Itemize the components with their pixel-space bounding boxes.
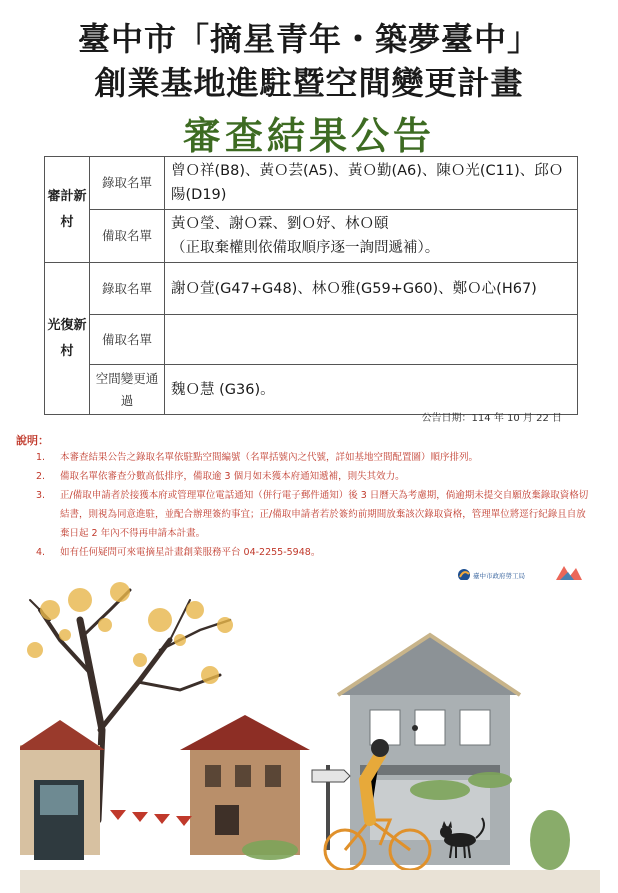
row-label: 錄取名單 — [90, 263, 165, 315]
table-row — [45, 157, 578, 210]
title-line-2: 創業基地進駐暨空間變更計畫 — [94, 64, 524, 102]
list-item — [36, 467, 592, 486]
row-value: 曾Ｏ祥(B8)、黃Ｏ芸(A5)、黃Ｏ勤(A6)、陳Ｏ光(C11)、邱Ｏ陽(D19) — [165, 157, 578, 210]
results-table — [44, 156, 578, 415]
row-label: 備取名單 — [90, 315, 165, 365]
table-row — [45, 263, 578, 315]
row-label: 備取名單 — [90, 210, 165, 263]
announcement-date: 公告日期：114 年 10 月 22 日 — [421, 413, 562, 424]
list-item — [36, 448, 592, 467]
group-shenji — [45, 157, 90, 263]
title-line-1: 臺中市「摘星青年・築夢臺中」 — [77, 20, 540, 58]
row-value — [165, 210, 578, 263]
row-value: 魏Ｏ慧 (G36)。 — [165, 365, 578, 415]
notes-title: 說明： — [16, 434, 49, 447]
note-number: 2. — [36, 471, 46, 482]
group-guangfu — [45, 263, 90, 415]
title-line-3: 審查結果公告 — [182, 114, 435, 158]
notes-list — [36, 448, 592, 562]
table-row — [45, 365, 578, 415]
labor-bureau-logo-text: 臺中市政府勞工局 — [473, 572, 525, 580]
note-text: 如有任何疑問可來電摘星計畫創業服務平台 04-2255-5948。 — [60, 547, 321, 558]
row-label: 空間變更通過 — [90, 365, 165, 415]
group-name: 光復新村 — [47, 317, 87, 359]
note-text: 備取名單依審查分數高低排序，備取逾 3 個月如未獲本府通知遞補，則失其效力。 — [60, 471, 405, 482]
list-item — [36, 486, 592, 543]
row-value-text: 黃Ｏ瑩、謝Ｏ霖、劉Ｏ妤、林Ｏ頤 — [171, 216, 389, 232]
note-number: 1. — [36, 452, 46, 463]
table-row — [45, 210, 578, 263]
row-value — [165, 315, 578, 365]
row-value-note: （正取棄權則依備取順序逐一詢問遞補）。 — [171, 240, 440, 256]
note-text: 正/備取申請者於接獲本府或管理單位電話通知（併行電子郵件通知）後 3 日曆天為考慮期，倘逾期未提交自願放棄錄取資格切結書，則視為同意進駐，並配合辦理簽約事宜；正/備取申請者若於簽約前期間放棄該次錄取資格，管理單位將逕行紀錄且自放棄日起 2 年內不得再申請本計畫。 — [60, 490, 589, 539]
note-text: 本審查結果公告之錄取名單依駐點空間編號（名單括號內之代號，詳如基地空間配置圖）順序排列。 — [60, 452, 479, 463]
note-number: 3. — [36, 490, 46, 501]
group-name: 審計新村 — [47, 188, 87, 230]
street-illustration — [20, 580, 600, 893]
row-value: 謝Ｏ萱(G47+G48)、林Ｏ雅(G59+G60)、鄭Ｏ心(H67) — [165, 263, 578, 315]
note-number: 4. — [36, 547, 46, 558]
table-row — [45, 315, 578, 365]
row-label: 錄取名單 — [90, 157, 165, 210]
